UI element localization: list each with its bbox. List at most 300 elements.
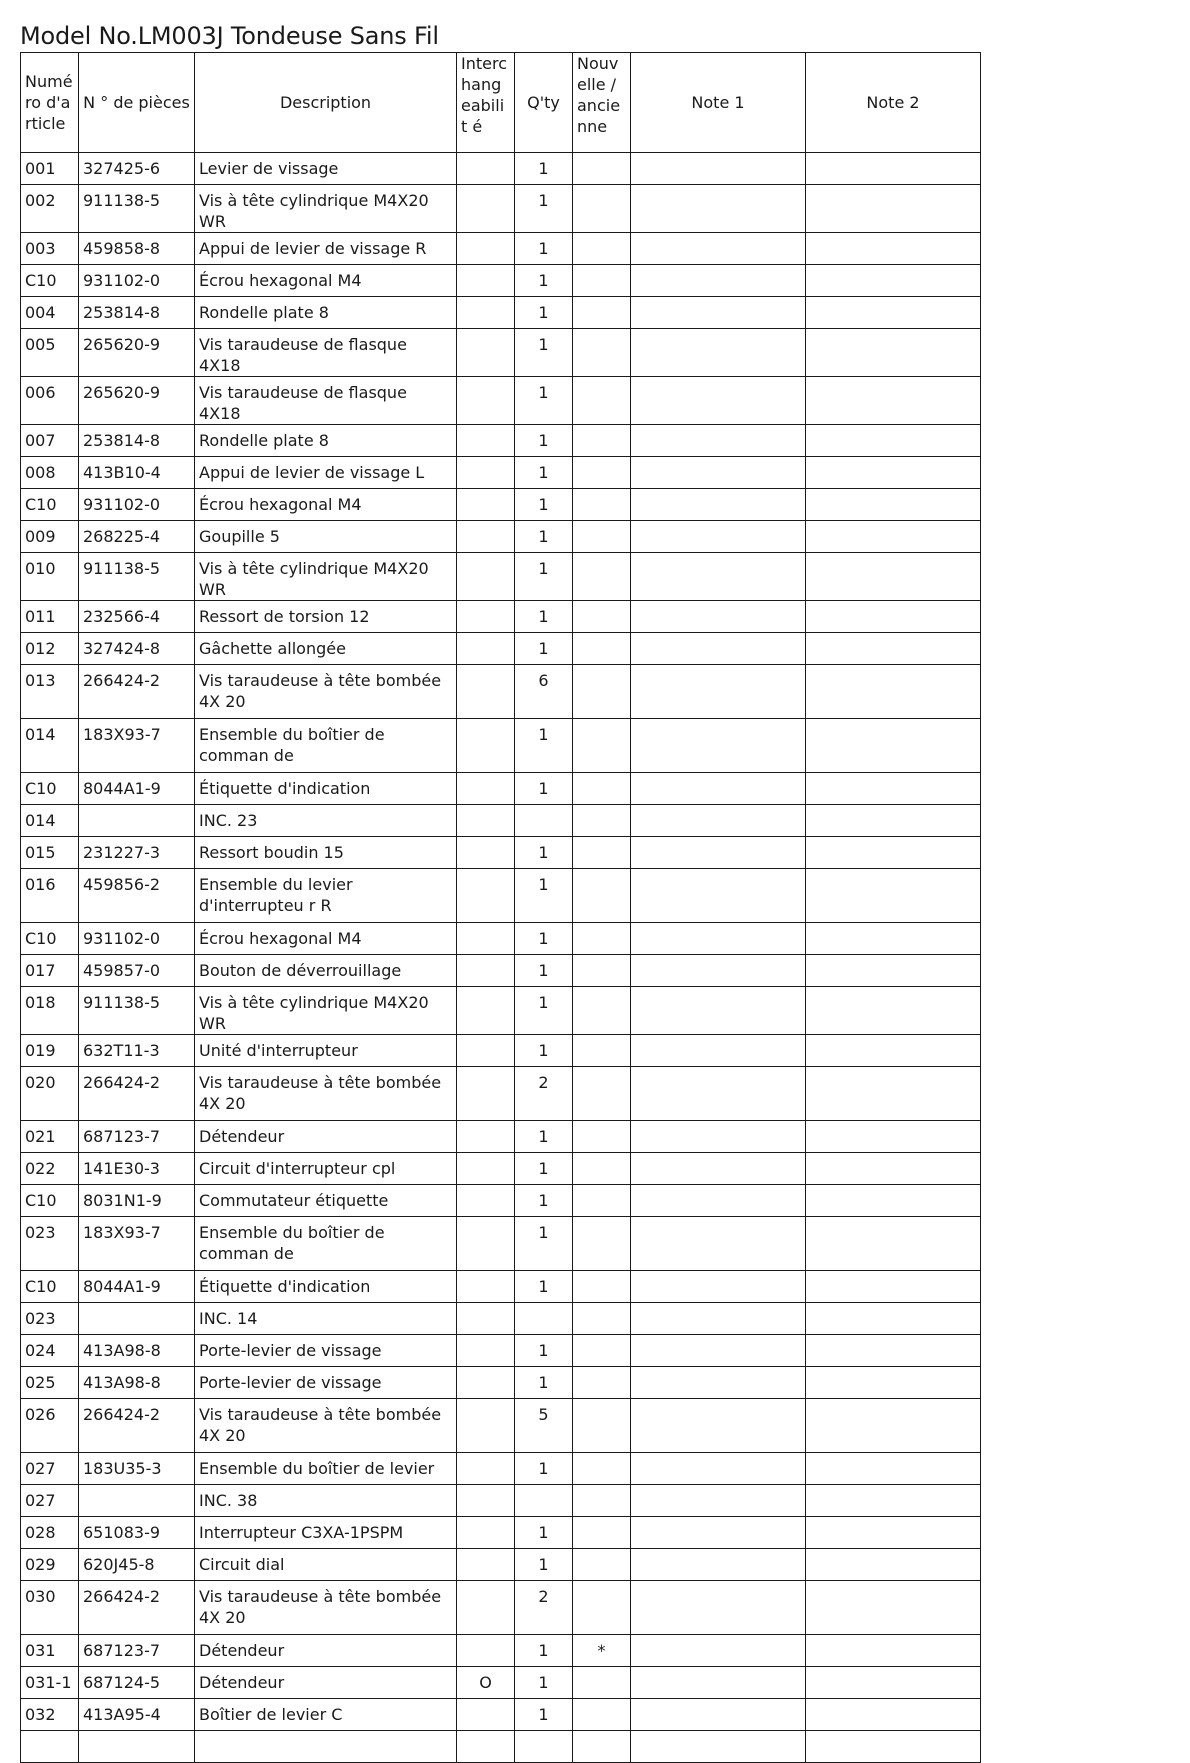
description-cell: Boîtier de levier C [195, 1699, 457, 1731]
note2-cell [806, 185, 981, 233]
interchangeability-cell [457, 1303, 515, 1335]
note2-cell [806, 1367, 981, 1399]
note1-cell [631, 1067, 806, 1121]
description-cell: Écrou hexagonal M4 [195, 265, 457, 297]
qty-cell: 1 [515, 553, 573, 601]
note2-cell [806, 1271, 981, 1303]
part-number-cell: 687124-5 [79, 1667, 195, 1699]
item-number-cell: 028 [21, 1517, 79, 1549]
note1-cell [631, 1185, 806, 1217]
table-row [21, 425, 981, 457]
description-cell: Vis à tête cylindrique M4X20 WR [195, 185, 457, 233]
new-old-cell [573, 425, 631, 457]
description-cell: Détendeur [195, 1635, 457, 1667]
new-old-cell [573, 601, 631, 633]
interchangeability-cell [457, 1699, 515, 1731]
note1-cell [631, 805, 806, 837]
description-cell: Détendeur [195, 1667, 457, 1699]
description-cell: Unité d'interrupteur [195, 1035, 457, 1067]
qty-cell: 1 [515, 153, 573, 185]
interchangeability-cell [457, 1217, 515, 1271]
table-row [21, 987, 981, 1035]
new-old-cell [573, 1367, 631, 1399]
description-cell: Vis taraudeuse à tête bombée 4X 20 [195, 1067, 457, 1121]
part-number-cell: 266424-2 [79, 1581, 195, 1635]
part-number-cell: 931102-0 [79, 923, 195, 955]
parts-table [20, 52, 981, 1763]
table-row [21, 633, 981, 665]
qty-cell: 1 [515, 1549, 573, 1581]
note2-cell [806, 1121, 981, 1153]
item-number-cell: 014 [21, 719, 79, 773]
header-interchangeability: Interc hang eabilit é [457, 53, 515, 153]
qty-cell: 1 [515, 297, 573, 329]
item-number-cell: 009 [21, 521, 79, 553]
qty-cell: 1 [515, 1153, 573, 1185]
item-number-cell: 011 [21, 601, 79, 633]
note2-cell [806, 837, 981, 869]
note1-cell [631, 185, 806, 233]
qty-cell: 1 [515, 719, 573, 773]
qty-cell: 1 [515, 1217, 573, 1271]
note1-cell [631, 1731, 806, 1763]
part-number-cell: 327425-6 [79, 153, 195, 185]
note2-cell [806, 1067, 981, 1121]
note2-cell [806, 1335, 981, 1367]
interchangeability-cell [457, 923, 515, 955]
qty-cell: 1 [515, 489, 573, 521]
item-number-cell: 021 [21, 1121, 79, 1153]
qty-cell: 1 [515, 457, 573, 489]
note2-cell [806, 633, 981, 665]
part-number-cell: 620J45-8 [79, 1549, 195, 1581]
item-number-cell: 019 [21, 1035, 79, 1067]
note1-cell [631, 633, 806, 665]
note1-cell [631, 869, 806, 923]
part-number-cell: 183X93-7 [79, 1217, 195, 1271]
interchangeability-cell [457, 805, 515, 837]
part-number-cell: 911138-5 [79, 553, 195, 601]
part-number-cell: 413A98-8 [79, 1335, 195, 1367]
table-row [21, 233, 981, 265]
interchangeability-cell [457, 773, 515, 805]
note2-cell [806, 1581, 981, 1635]
note2-cell [806, 869, 981, 923]
item-number-cell: 031-1 [21, 1667, 79, 1699]
table-row [21, 1153, 981, 1185]
interchangeability-cell [457, 987, 515, 1035]
note1-cell [631, 1035, 806, 1067]
note2-cell [806, 425, 981, 457]
note2-cell [806, 265, 981, 297]
qty-cell: 1 [515, 923, 573, 955]
description-cell: Porte-levier de vissage [195, 1367, 457, 1399]
qty-cell: 1 [515, 955, 573, 987]
table-row [21, 153, 981, 185]
qty-cell: 1 [515, 601, 573, 633]
note1-cell [631, 521, 806, 553]
note2-cell [806, 923, 981, 955]
description-cell: Circuit dial [195, 1549, 457, 1581]
part-number-cell: 8044A1-9 [79, 773, 195, 805]
new-old-cell [573, 955, 631, 987]
note1-cell [631, 987, 806, 1035]
note2-cell [806, 1731, 981, 1763]
table-row [21, 521, 981, 553]
note1-cell [631, 773, 806, 805]
note2-cell [806, 1153, 981, 1185]
part-number-cell: 632T11-3 [79, 1035, 195, 1067]
part-number-cell: 141E30-3 [79, 1153, 195, 1185]
note1-cell [631, 1303, 806, 1335]
table-row [21, 185, 981, 233]
interchangeability-cell [457, 1271, 515, 1303]
new-old-cell [573, 1549, 631, 1581]
note2-cell [806, 1399, 981, 1453]
note1-cell [631, 1453, 806, 1485]
table-row [21, 1335, 981, 1367]
interchangeability-cell [457, 1153, 515, 1185]
table-row [21, 1217, 981, 1271]
new-old-cell: * [573, 1635, 631, 1667]
note1-cell [631, 719, 806, 773]
part-number-cell: 265620-9 [79, 377, 195, 425]
qty-cell: 1 [515, 1121, 573, 1153]
description-cell: Ensemble du boîtier de comman de [195, 719, 457, 773]
item-number-cell: 027 [21, 1453, 79, 1485]
document-title: Model No.LM003J Tondeuse Sans Fil [20, 22, 439, 50]
qty-cell: 1 [515, 1699, 573, 1731]
item-number-cell: C10 [21, 1185, 79, 1217]
qty-cell: 1 [515, 233, 573, 265]
new-old-cell [573, 489, 631, 521]
interchangeability-cell [457, 1485, 515, 1517]
item-number-cell: 005 [21, 329, 79, 377]
note2-cell [806, 1517, 981, 1549]
interchangeability-cell [457, 1067, 515, 1121]
part-number-cell: 183U35-3 [79, 1453, 195, 1485]
item-number-cell: C10 [21, 773, 79, 805]
new-old-cell [573, 329, 631, 377]
description-cell: INC. 23 [195, 805, 457, 837]
new-old-cell [573, 1271, 631, 1303]
qty-cell: 1 [515, 265, 573, 297]
table-row [21, 1303, 981, 1335]
note1-cell [631, 1635, 806, 1667]
qty-cell: 1 [515, 1635, 573, 1667]
header-new-old: Nouv elle / ancie nne [573, 53, 631, 153]
description-cell: Vis taraudeuse à tête bombée 4X 20 [195, 665, 457, 719]
qty-cell: 1 [515, 425, 573, 457]
item-number-cell: 018 [21, 987, 79, 1035]
qty-cell [515, 1485, 573, 1517]
part-number-cell: 253814-8 [79, 425, 195, 457]
description-cell: Circuit d'interrupteur cpl [195, 1153, 457, 1185]
new-old-cell [573, 1731, 631, 1763]
interchangeability-cell [457, 265, 515, 297]
table-header-row [21, 53, 981, 153]
new-old-cell [573, 719, 631, 773]
item-number-cell: 007 [21, 425, 79, 457]
interchangeability-cell [457, 633, 515, 665]
new-old-cell [573, 457, 631, 489]
qty-cell: 1 [515, 1517, 573, 1549]
table-row [21, 773, 981, 805]
interchangeability-cell [457, 601, 515, 633]
table-row [21, 1399, 981, 1453]
part-number-cell: 327424-8 [79, 633, 195, 665]
note2-cell [806, 719, 981, 773]
table-row [21, 805, 981, 837]
description-cell: Vis à tête cylindrique M4X20 WR [195, 553, 457, 601]
description-cell: Détendeur [195, 1121, 457, 1153]
note2-cell [806, 601, 981, 633]
item-number-cell: 013 [21, 665, 79, 719]
item-number-cell: 006 [21, 377, 79, 425]
qty-cell: 6 [515, 665, 573, 719]
description-cell [195, 1731, 457, 1763]
note2-cell [806, 297, 981, 329]
description-cell: Ressort de torsion 12 [195, 601, 457, 633]
note1-cell [631, 1121, 806, 1153]
description-cell: Rondelle plate 8 [195, 297, 457, 329]
item-number-cell: 012 [21, 633, 79, 665]
table-row [21, 1367, 981, 1399]
interchangeability-cell [457, 153, 515, 185]
new-old-cell [573, 869, 631, 923]
item-number-cell: 002 [21, 185, 79, 233]
new-old-cell [573, 987, 631, 1035]
description-cell: Appui de levier de vissage L [195, 457, 457, 489]
table-row [21, 457, 981, 489]
note1-cell [631, 489, 806, 521]
item-number-cell: 031 [21, 1635, 79, 1667]
interchangeability-cell [457, 521, 515, 553]
item-number-cell: 008 [21, 457, 79, 489]
note2-cell [806, 805, 981, 837]
item-number-cell: 026 [21, 1399, 79, 1453]
interchangeability-cell [457, 1731, 515, 1763]
interchangeability-cell [457, 1121, 515, 1153]
note1-cell [631, 601, 806, 633]
item-number-cell: 001 [21, 153, 79, 185]
qty-cell: 1 [515, 773, 573, 805]
qty-cell: 1 [515, 377, 573, 425]
description-cell: Goupille 5 [195, 521, 457, 553]
new-old-cell [573, 1335, 631, 1367]
item-number-cell: 023 [21, 1217, 79, 1271]
description-cell: Ressort boudin 15 [195, 837, 457, 869]
part-number-cell [79, 1731, 195, 1763]
interchangeability-cell [457, 233, 515, 265]
new-old-cell [573, 1581, 631, 1635]
part-number-cell [79, 1485, 195, 1517]
qty-cell: 1 [515, 1185, 573, 1217]
new-old-cell [573, 1185, 631, 1217]
qty-cell: 5 [515, 1399, 573, 1453]
qty-cell [515, 1303, 573, 1335]
note1-cell [631, 1217, 806, 1271]
note1-cell [631, 329, 806, 377]
new-old-cell [573, 923, 631, 955]
part-number-cell: 266424-2 [79, 1067, 195, 1121]
qty-cell: 2 [515, 1067, 573, 1121]
table-row [21, 869, 981, 923]
item-number-cell: 016 [21, 869, 79, 923]
description-cell: Ensemble du levier d'interrupteu r R [195, 869, 457, 923]
new-old-cell [573, 1453, 631, 1485]
description-cell: INC. 38 [195, 1485, 457, 1517]
table-row [21, 489, 981, 521]
table-row [21, 329, 981, 377]
qty-cell [515, 805, 573, 837]
note2-cell [806, 1485, 981, 1517]
note1-cell [631, 1399, 806, 1453]
note2-cell [806, 1699, 981, 1731]
table-row [21, 923, 981, 955]
interchangeability-cell [457, 869, 515, 923]
interchangeability-cell [457, 329, 515, 377]
note2-cell [806, 521, 981, 553]
description-cell: Bouton de déverrouillage [195, 955, 457, 987]
description-cell: Porte-levier de vissage [195, 1335, 457, 1367]
item-number-cell: 014 [21, 805, 79, 837]
part-number-cell: 931102-0 [79, 265, 195, 297]
note2-cell [806, 457, 981, 489]
interchangeability-cell [457, 425, 515, 457]
table-row [21, 1067, 981, 1121]
qty-cell: 1 [515, 1271, 573, 1303]
interchangeability-cell [457, 837, 515, 869]
table-row [21, 1549, 981, 1581]
table-row [21, 1731, 981, 1763]
part-number-cell [79, 1303, 195, 1335]
table-row [21, 1185, 981, 1217]
note1-cell [631, 1517, 806, 1549]
note2-cell [806, 1303, 981, 1335]
interchangeability-cell [457, 1549, 515, 1581]
new-old-cell [573, 233, 631, 265]
new-old-cell [573, 1153, 631, 1185]
new-old-cell [573, 1485, 631, 1517]
interchangeability-cell [457, 553, 515, 601]
new-old-cell [573, 1121, 631, 1153]
description-cell: Commutateur étiquette [195, 1185, 457, 1217]
interchangeability-cell [457, 1335, 515, 1367]
note1-cell [631, 1153, 806, 1185]
note2-cell [806, 665, 981, 719]
part-number-cell: 459856-2 [79, 869, 195, 923]
table-row [21, 837, 981, 869]
note2-cell [806, 1035, 981, 1067]
part-number-cell: 8044A1-9 [79, 1271, 195, 1303]
note1-cell [631, 1485, 806, 1517]
note2-cell [806, 553, 981, 601]
new-old-cell [573, 377, 631, 425]
table-row [21, 601, 981, 633]
part-number-cell: 183X93-7 [79, 719, 195, 773]
table-row [21, 1035, 981, 1067]
item-number-cell: 020 [21, 1067, 79, 1121]
part-number-cell: 687123-7 [79, 1121, 195, 1153]
note1-cell [631, 153, 806, 185]
note2-cell [806, 329, 981, 377]
qty-cell: 1 [515, 633, 573, 665]
note2-cell [806, 233, 981, 265]
table-row [21, 553, 981, 601]
interchangeability-cell [457, 719, 515, 773]
new-old-cell [573, 837, 631, 869]
item-number-cell: 004 [21, 297, 79, 329]
description-cell: INC. 14 [195, 1303, 457, 1335]
item-number-cell: 024 [21, 1335, 79, 1367]
qty-cell: 1 [515, 1453, 573, 1485]
description-cell: Ensemble du boîtier de levier [195, 1453, 457, 1485]
header-note2: Note 2 [806, 53, 981, 153]
item-number-cell: 022 [21, 1153, 79, 1185]
item-number-cell: 029 [21, 1549, 79, 1581]
qty-cell: 1 [515, 329, 573, 377]
note2-cell [806, 955, 981, 987]
note1-cell [631, 233, 806, 265]
part-number-cell: 687123-7 [79, 1635, 195, 1667]
qty-cell: 1 [515, 185, 573, 233]
note1-cell [631, 1699, 806, 1731]
description-cell: Étiquette d'indication [195, 1271, 457, 1303]
interchangeability-cell [457, 955, 515, 987]
note1-cell [631, 837, 806, 869]
interchangeability-cell [457, 1517, 515, 1549]
note1-cell [631, 923, 806, 955]
part-number-cell: 253814-8 [79, 297, 195, 329]
part-number-cell: 266424-2 [79, 665, 195, 719]
item-number-cell: C10 [21, 489, 79, 521]
header-note1: Note 1 [631, 53, 806, 153]
interchangeability-cell [457, 1399, 515, 1453]
table-row [21, 1485, 981, 1517]
table-row [21, 955, 981, 987]
description-cell: Gâchette allongée [195, 633, 457, 665]
new-old-cell [573, 1517, 631, 1549]
qty-cell: 2 [515, 1581, 573, 1635]
item-number-cell: C10 [21, 1271, 79, 1303]
new-old-cell [573, 1303, 631, 1335]
description-cell: Appui de levier de vissage R [195, 233, 457, 265]
note2-cell [806, 773, 981, 805]
interchangeability-cell [457, 1185, 515, 1217]
qty-cell: 1 [515, 1667, 573, 1699]
new-old-cell [573, 185, 631, 233]
interchangeability-cell [457, 185, 515, 233]
note1-cell [631, 665, 806, 719]
note1-cell [631, 955, 806, 987]
note1-cell [631, 297, 806, 329]
interchangeability-cell [457, 457, 515, 489]
qty-cell: 1 [515, 1035, 573, 1067]
interchangeability-cell [457, 1367, 515, 1399]
part-number-cell: 911138-5 [79, 987, 195, 1035]
note2-cell [806, 1549, 981, 1581]
item-number-cell: 027 [21, 1485, 79, 1517]
description-cell: Ensemble du boîtier de comman de [195, 1217, 457, 1271]
description-cell: Étiquette d'indication [195, 773, 457, 805]
qty-cell: 1 [515, 837, 573, 869]
item-number-cell: C10 [21, 265, 79, 297]
header-item-no: Numé ro d'a rticle [21, 53, 79, 153]
part-number-cell: 232566-4 [79, 601, 195, 633]
qty-cell: 1 [515, 987, 573, 1035]
table-row [21, 1271, 981, 1303]
